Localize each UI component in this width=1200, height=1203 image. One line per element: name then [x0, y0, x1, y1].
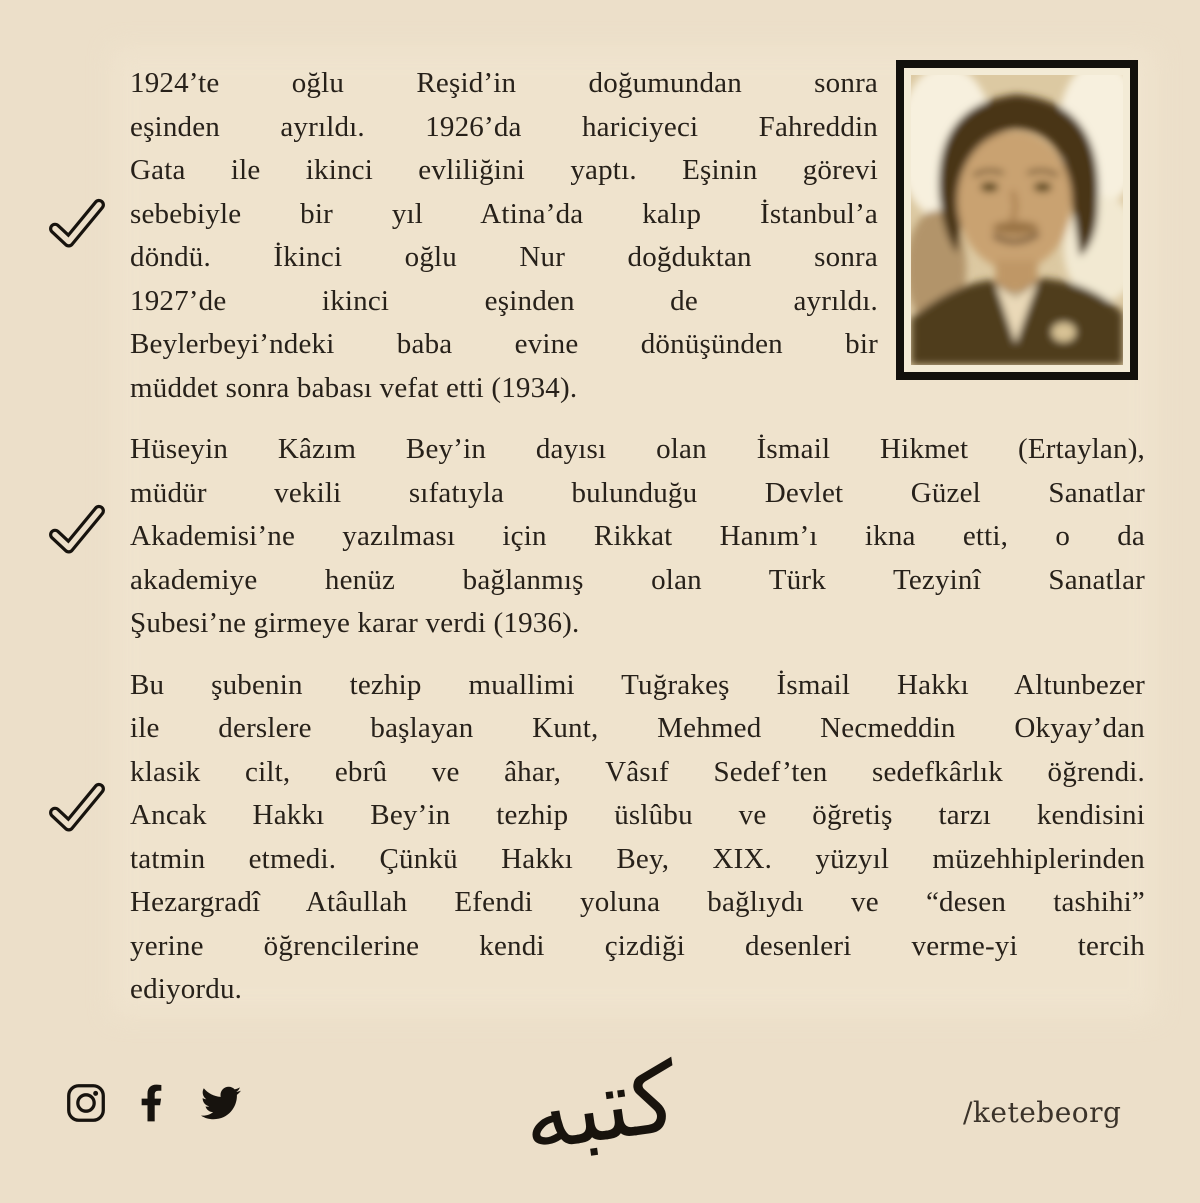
text-line: 1924’te oğlu Reşid’in doğumundan sonra — [130, 67, 878, 99]
text-line: sebebiyle bir yıl Atina’da kalıp İstanbul’a — [130, 197, 878, 230]
text-line: tatmin etmedi. Çünkü Hakkı Bey, XIX. yüzyıl müzehhiplerinden — [130, 842, 1145, 875]
paragraph — [130, 664, 1145, 1012]
text-line: Hezargradî Atâullah Efendi yoluna bağlıydı ve “desen tashihi” — [130, 886, 1145, 918]
text-line: Beylerbeyi’ndeki baba evine dönüşünden bir — [130, 328, 878, 360]
text-line: Şubesi’ne girmeye karar verdi (1936). — [130, 607, 580, 639]
text-line: Hüseyin Kâzım Bey’in dayısı olan İsmail Hikmet (Ertaylan), — [130, 433, 1145, 465]
checkmark-icon — [44, 780, 110, 838]
social-icons — [66, 1080, 245, 1126]
twitter-icon[interactable] — [197, 1083, 245, 1123]
text-line: eşinden ayrıldı. 1926’da hariciyeci Fahreddin — [130, 110, 878, 143]
text-line: yerine öğrencilerine kendi çizdiği desenleri verme-yi tercih — [130, 929, 1145, 962]
checkmark-icon — [44, 502, 110, 560]
text-line: ile derslere başlayan Kunt, Mehmed Necmeddin Okyay’dan — [130, 712, 1145, 744]
paragraphs — [130, 62, 1145, 1030]
ketebe-calligraphy-logo: كتبه — [515, 1040, 685, 1174]
facebook-icon[interactable] — [140, 1081, 163, 1125]
paragraph — [130, 62, 1145, 410]
paragraph — [130, 428, 1145, 646]
text-line: 1927’de ikinci eşinden de ayrıldı. — [130, 284, 878, 317]
text-line: klasik cilt, ebrû ve âhar, Vâsıf Sedef’ten sedefkârlık öğrendi. — [130, 755, 1145, 788]
text-line: Bu şubenin tezhip muallimi Tuğrakeş İsmail Hakkı Altunbezer — [130, 668, 1145, 701]
checkmark-icon — [44, 196, 110, 254]
text-line: Ancak Hakkı Bey’in tezhip üslûbu ve öğretiş tarzı kendisini — [130, 799, 1145, 831]
text-line: ediyordu. — [130, 973, 243, 1005]
text-line: döndü. İkinci oğlu Nur doğduktan sonra — [130, 241, 878, 273]
text-line: akademiye henüz bağlanmış olan Türk Tezyinî Sanatlar — [130, 563, 1145, 596]
instagram-icon[interactable] — [66, 1083, 106, 1123]
text-line: Gata ile ikinci evliliğini yaptı. Eşinin görevi — [130, 154, 878, 186]
text-line: müddet sonra babası vefat etti (1934). — [130, 371, 578, 404]
text-line: Akademisi’ne yazılması için Rikkat Hanım’ı ikna etti, o da — [130, 520, 1145, 552]
account-handle[interactable]: /ketebeorg — [963, 1096, 1122, 1129]
text-line: müdür vekili sıfatıyla bulunduğu Devlet Güzel Sanatlar — [130, 476, 1145, 509]
